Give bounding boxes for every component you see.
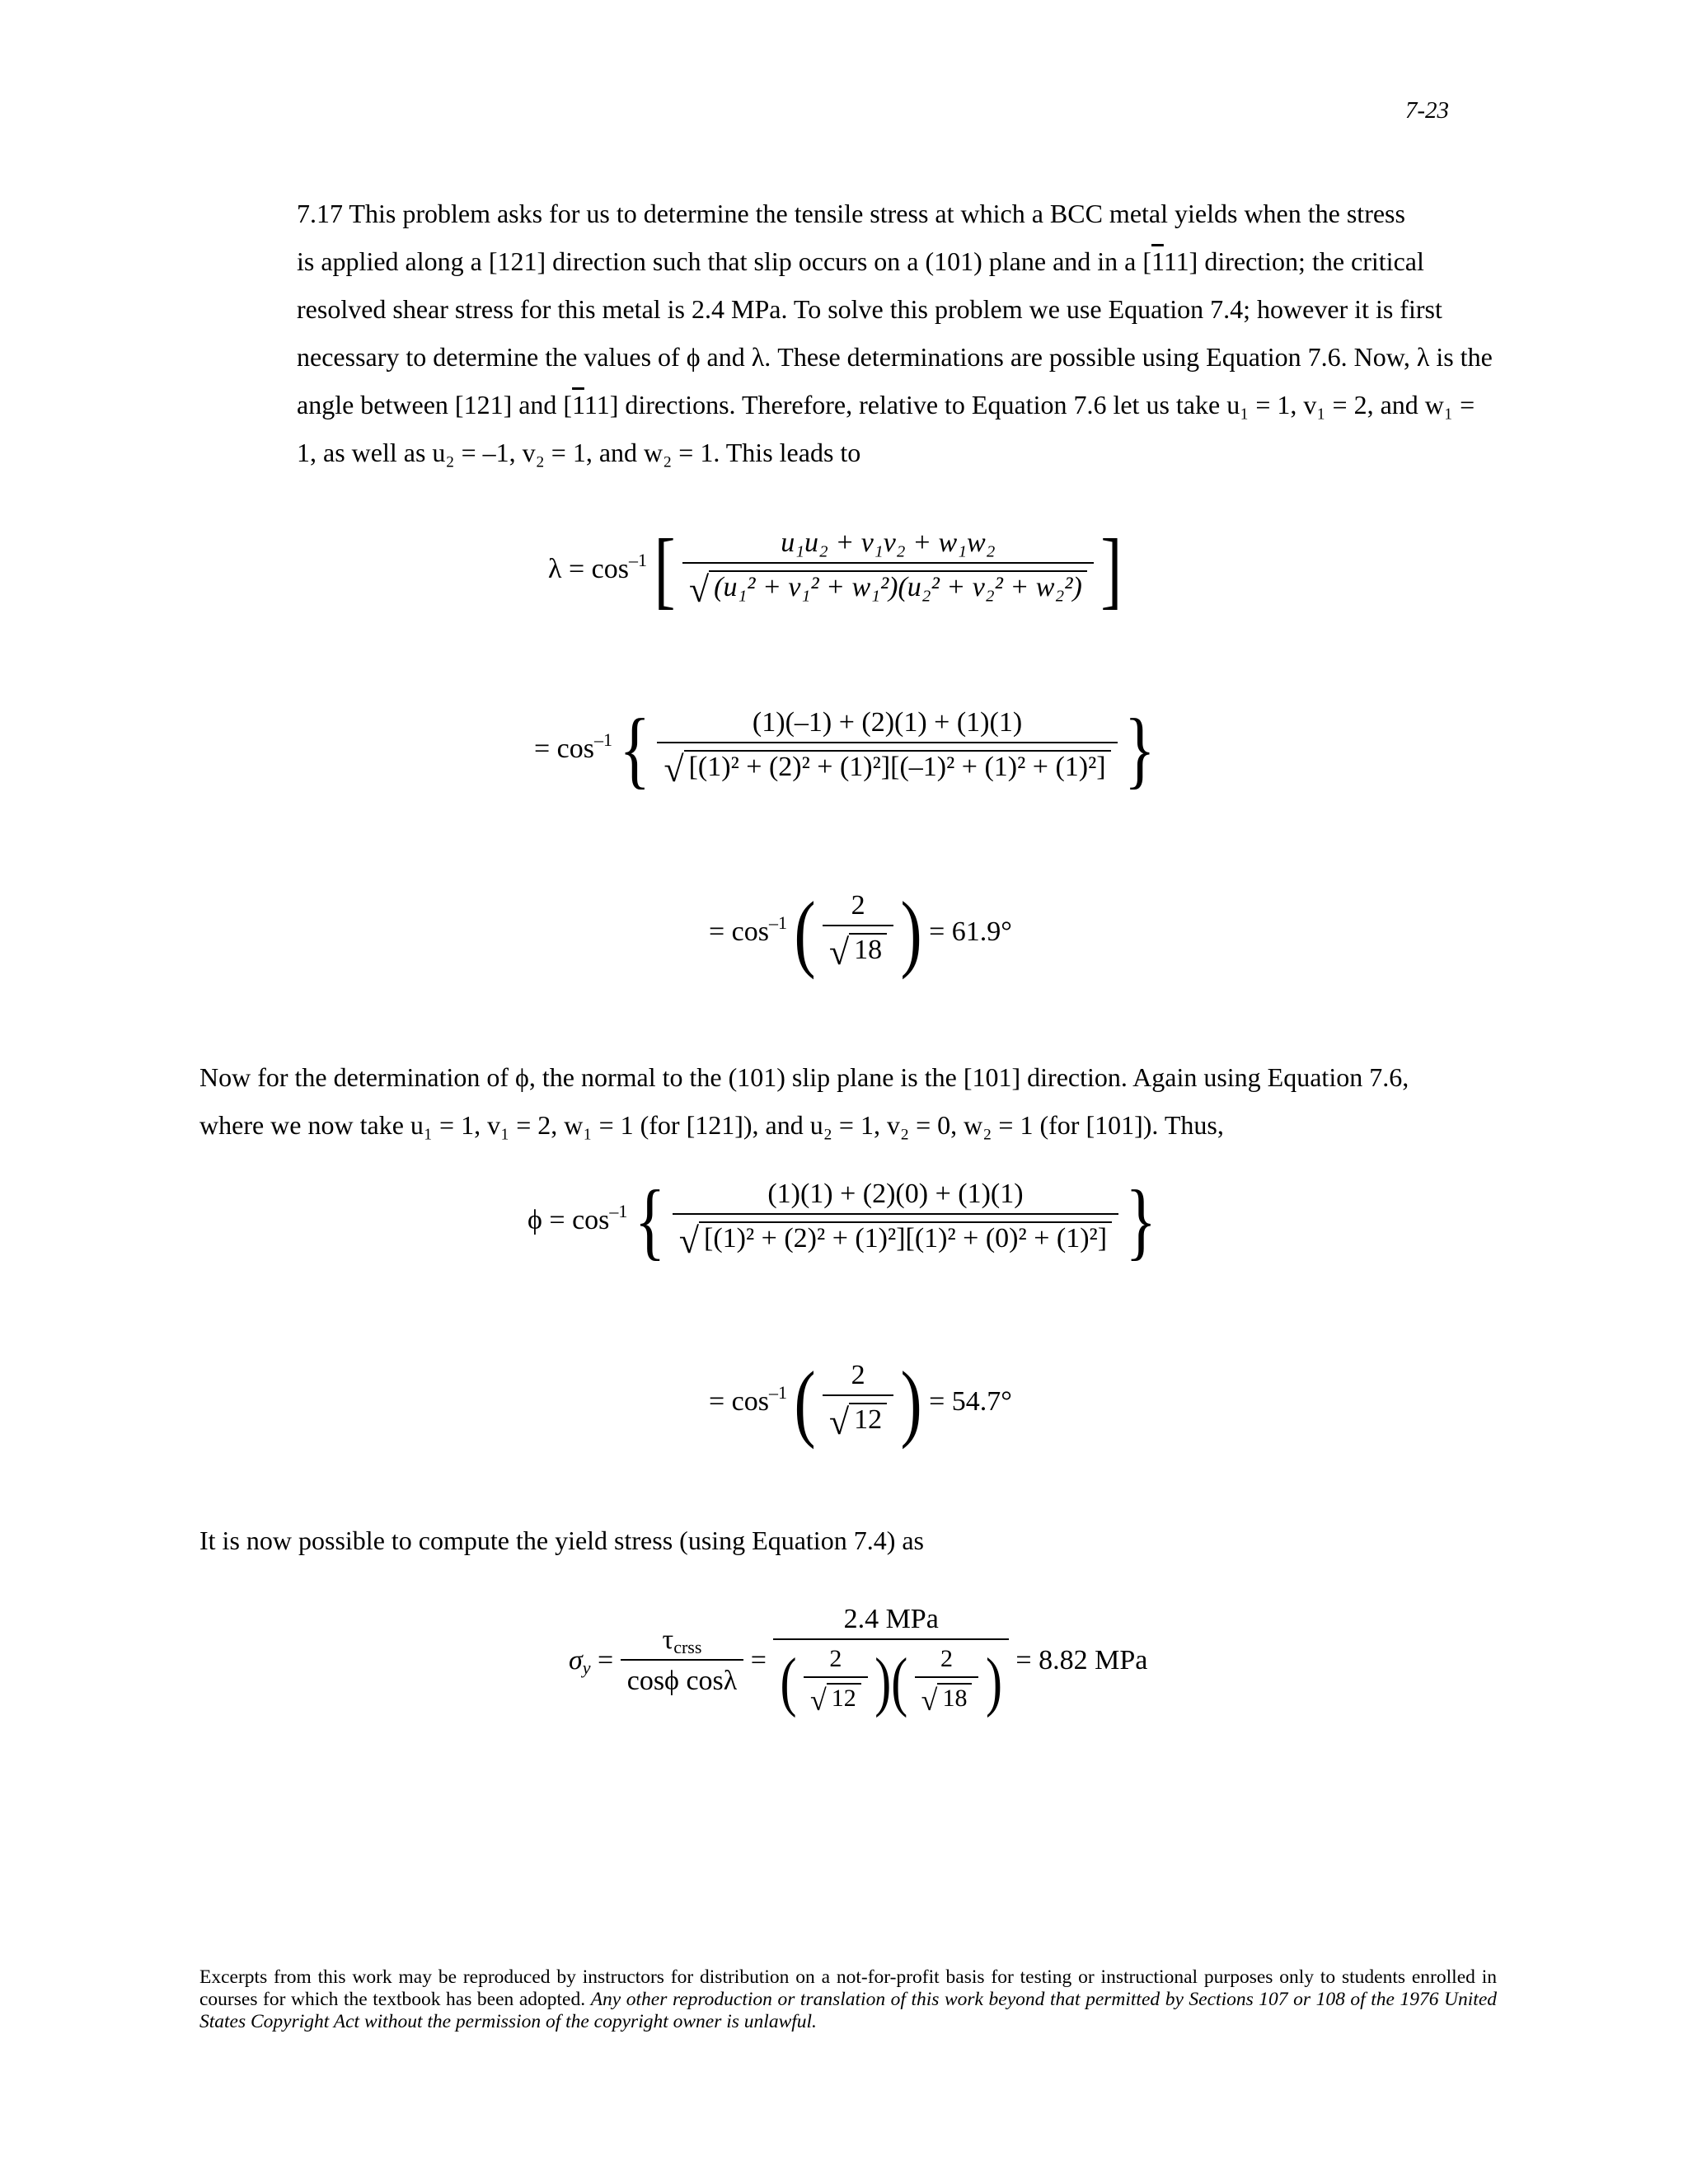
text-segment: angle between [121] and [: [297, 390, 573, 419]
footer-normal: Excerpts from this work may be reproduced by instructors for distribution on a not-for-profit basis for testing or instructional purposes only to students enrolled in courses for which the textbook has been adopted.: [199, 1966, 1497, 2010]
eq-denominator: [823, 925, 893, 973]
radical-sign: √: [809, 1684, 827, 1718]
sigma-subscript: y: [582, 1657, 591, 1679]
radical-sign: √: [678, 1221, 700, 1261]
text-line: [199, 381, 1497, 429]
eq-lhs-text: ϕ = cos: [528, 1204, 610, 1235]
inner-fraction: [915, 1645, 979, 1718]
overbar-digit: 1: [572, 390, 584, 419]
right-brace: }: [1125, 1171, 1156, 1268]
inner-numerator: 2: [829, 1645, 842, 1672]
eq-result: = 8.82 MPa: [1015, 1645, 1148, 1676]
eq-exponent: –1: [769, 1381, 787, 1403]
eq-numerator: (1)(1) + (2)(0) + (1)(1): [767, 1179, 1024, 1209]
left-paren: (: [794, 1352, 816, 1450]
text-line: Now for the determination of ϕ, the normal to the (101) slip plane is the [101] direction. Again using Equation 7.6,: [199, 1062, 1409, 1092]
right-paren: ): [900, 1352, 922, 1450]
equals-sign: =: [598, 1645, 614, 1676]
right-paren: ): [900, 883, 922, 980]
tau-symbol: τ: [662, 1624, 674, 1656]
eq-lhs: [709, 912, 787, 948]
copyright-footer: [199, 1966, 1497, 2033]
eq-result: = 61.9°: [929, 916, 1012, 947]
eq-fraction: [673, 1179, 1118, 1262]
paragraph-phi: [199, 1053, 1497, 1149]
radicand: (u₁² + v₁² + w₁²)(u₂² + v₂² + w₂²): [709, 570, 1087, 603]
radicand: 18: [937, 1683, 972, 1713]
eq-exponent: –1: [609, 1200, 628, 1221]
left-brace: {: [619, 700, 650, 797]
sigma-symbol: [569, 1645, 591, 1679]
eq-exponent: –1: [769, 912, 787, 933]
radicand: [(1)² + (2)² + (1)²][(–1)² + (1)² + (1)²]: [684, 750, 1111, 783]
eq-numerator: (1)(–1) + (2)(1) + (1)(1): [752, 707, 1023, 738]
tau-subscript: crss: [673, 1637, 702, 1658]
eq-lhs-text: λ = cos: [548, 553, 629, 584]
equation-lambda-substituted: [534, 700, 1156, 797]
radicand: 12: [849, 1403, 887, 1436]
eq-denominator: cosϕ cosλ: [621, 1659, 744, 1697]
eq-lhs: [709, 1381, 787, 1418]
eq-numerator: u₁u₂ + v₁v₂ + w₁w₂: [781, 527, 996, 558]
radicand: [(1)² + (2)² + (1)²][(1)² + (0)² + (1)²]: [699, 1221, 1112, 1254]
eq-fraction: [823, 1360, 893, 1443]
equals-sign: =: [750, 1645, 767, 1676]
inner-denominator: [915, 1676, 979, 1718]
right-brace: }: [1124, 700, 1156, 797]
radicand: 18: [849, 933, 887, 966]
eq-denominator: [673, 1213, 1118, 1262]
paragraph-problem-statement: [199, 190, 1497, 476]
eq-denominator: [823, 1394, 893, 1443]
eq-fraction: [657, 707, 1117, 790]
left-paren: (: [780, 1644, 797, 1718]
inner-numerator: 2: [940, 1645, 954, 1672]
radical-sign: √: [828, 1402, 850, 1442]
right-paren: ): [985, 1644, 1002, 1718]
equation-phi: [528, 1171, 1156, 1268]
radical-sign: √: [688, 569, 710, 610]
overbar-digit: 1: [1151, 246, 1164, 276]
eq-lhs-text: = cos: [534, 733, 594, 764]
equation-phi-result: [709, 1352, 1012, 1450]
text-segment: is applied along a [121] direction such that slip occurs on a (101) plane and in a [: [297, 246, 1152, 276]
eq-lhs: [548, 549, 647, 585]
inner-denominator: [804, 1676, 868, 1718]
eq-lhs-text: = cos: [709, 916, 769, 947]
eq-exponent: –1: [628, 549, 647, 570]
radical-sign: √: [921, 1684, 938, 1718]
right-paren: ): [874, 1644, 892, 1718]
left-brace: {: [634, 1171, 666, 1268]
radicand: 12: [827, 1683, 861, 1713]
left-paren: (: [794, 883, 816, 980]
text-segment: 11] direction; the critical: [1163, 246, 1424, 276]
right-bracket: ]: [1100, 520, 1123, 617]
eq-fraction: [823, 890, 893, 973]
text-line: 7.17 This problem asks for us to determine the tensile stress at which a BCC metal yields when the stress: [297, 199, 1405, 228]
eq-fraction: [682, 527, 1094, 611]
radical-sign: √: [663, 749, 684, 790]
eq-fraction-tau: [621, 1624, 744, 1697]
eq-numerator: [621, 1624, 744, 1659]
eq-lhs: [528, 1200, 628, 1236]
footer-italic: Any other reproduction or translation of this work beyond that permitted by Sections 107 or 108 of the 1976 United States Copyright Act without the permission of the copyright owner is unlawful.: [199, 1989, 1497, 2032]
paragraph-yield: It is now possible to compute the yield stress (using Equation 7.4) as: [199, 1526, 924, 1555]
text-line: 1, as well as u₂ = –1, v₂ = 1, and w₂ = 1. This leads to: [297, 438, 861, 467]
eq-lhs-text: = cos: [709, 1385, 769, 1417]
eq-denominator: [773, 1638, 1008, 1718]
eq-lhs: [534, 729, 612, 765]
eq-fraction-value: [773, 1604, 1008, 1718]
left-paren: (: [891, 1644, 908, 1718]
eq-result: = 54.7°: [929, 1385, 1012, 1417]
text-line: where we now take u₁ = 1, v₁ = 2, w₁ = 1 (for [121]), and u₂ = 1, v₂ = 0, w₂ = 1 (for [101]). Thus,: [199, 1110, 1224, 1140]
eq-numerator: 2.4 MPa: [843, 1604, 939, 1634]
equation-lambda: [548, 520, 1123, 617]
radical-sign: √: [828, 932, 850, 972]
eq-numerator: 2: [851, 890, 865, 921]
eq-exponent: –1: [594, 729, 612, 750]
equation-lambda-result: [709, 883, 1012, 980]
eq-numerator: 2: [851, 1360, 865, 1390]
eq-denominator: [657, 742, 1117, 790]
sigma-text: σ: [569, 1645, 583, 1676]
text-segment: 11] directions. Therefore, relative to Equation 7.6 let us take u₁ = 1, v₁ = 2, and w₁ =: [584, 390, 1475, 419]
eq-denominator: [682, 562, 1094, 611]
inner-fraction: [804, 1645, 868, 1718]
page-number: 7-23: [1404, 97, 1449, 124]
text-line: necessary to determine the values of ϕ and λ. These determinations are possible using Equation 7.6. Now, λ is the: [297, 342, 1493, 372]
text-line: resolved shear stress for this metal is 2.4 MPa. To solve this problem we use Equation 7.4; however it is first: [297, 294, 1442, 324]
text-line: [199, 237, 1497, 285]
left-bracket: [: [654, 520, 676, 617]
equation-yield-stress: [569, 1604, 1147, 1718]
